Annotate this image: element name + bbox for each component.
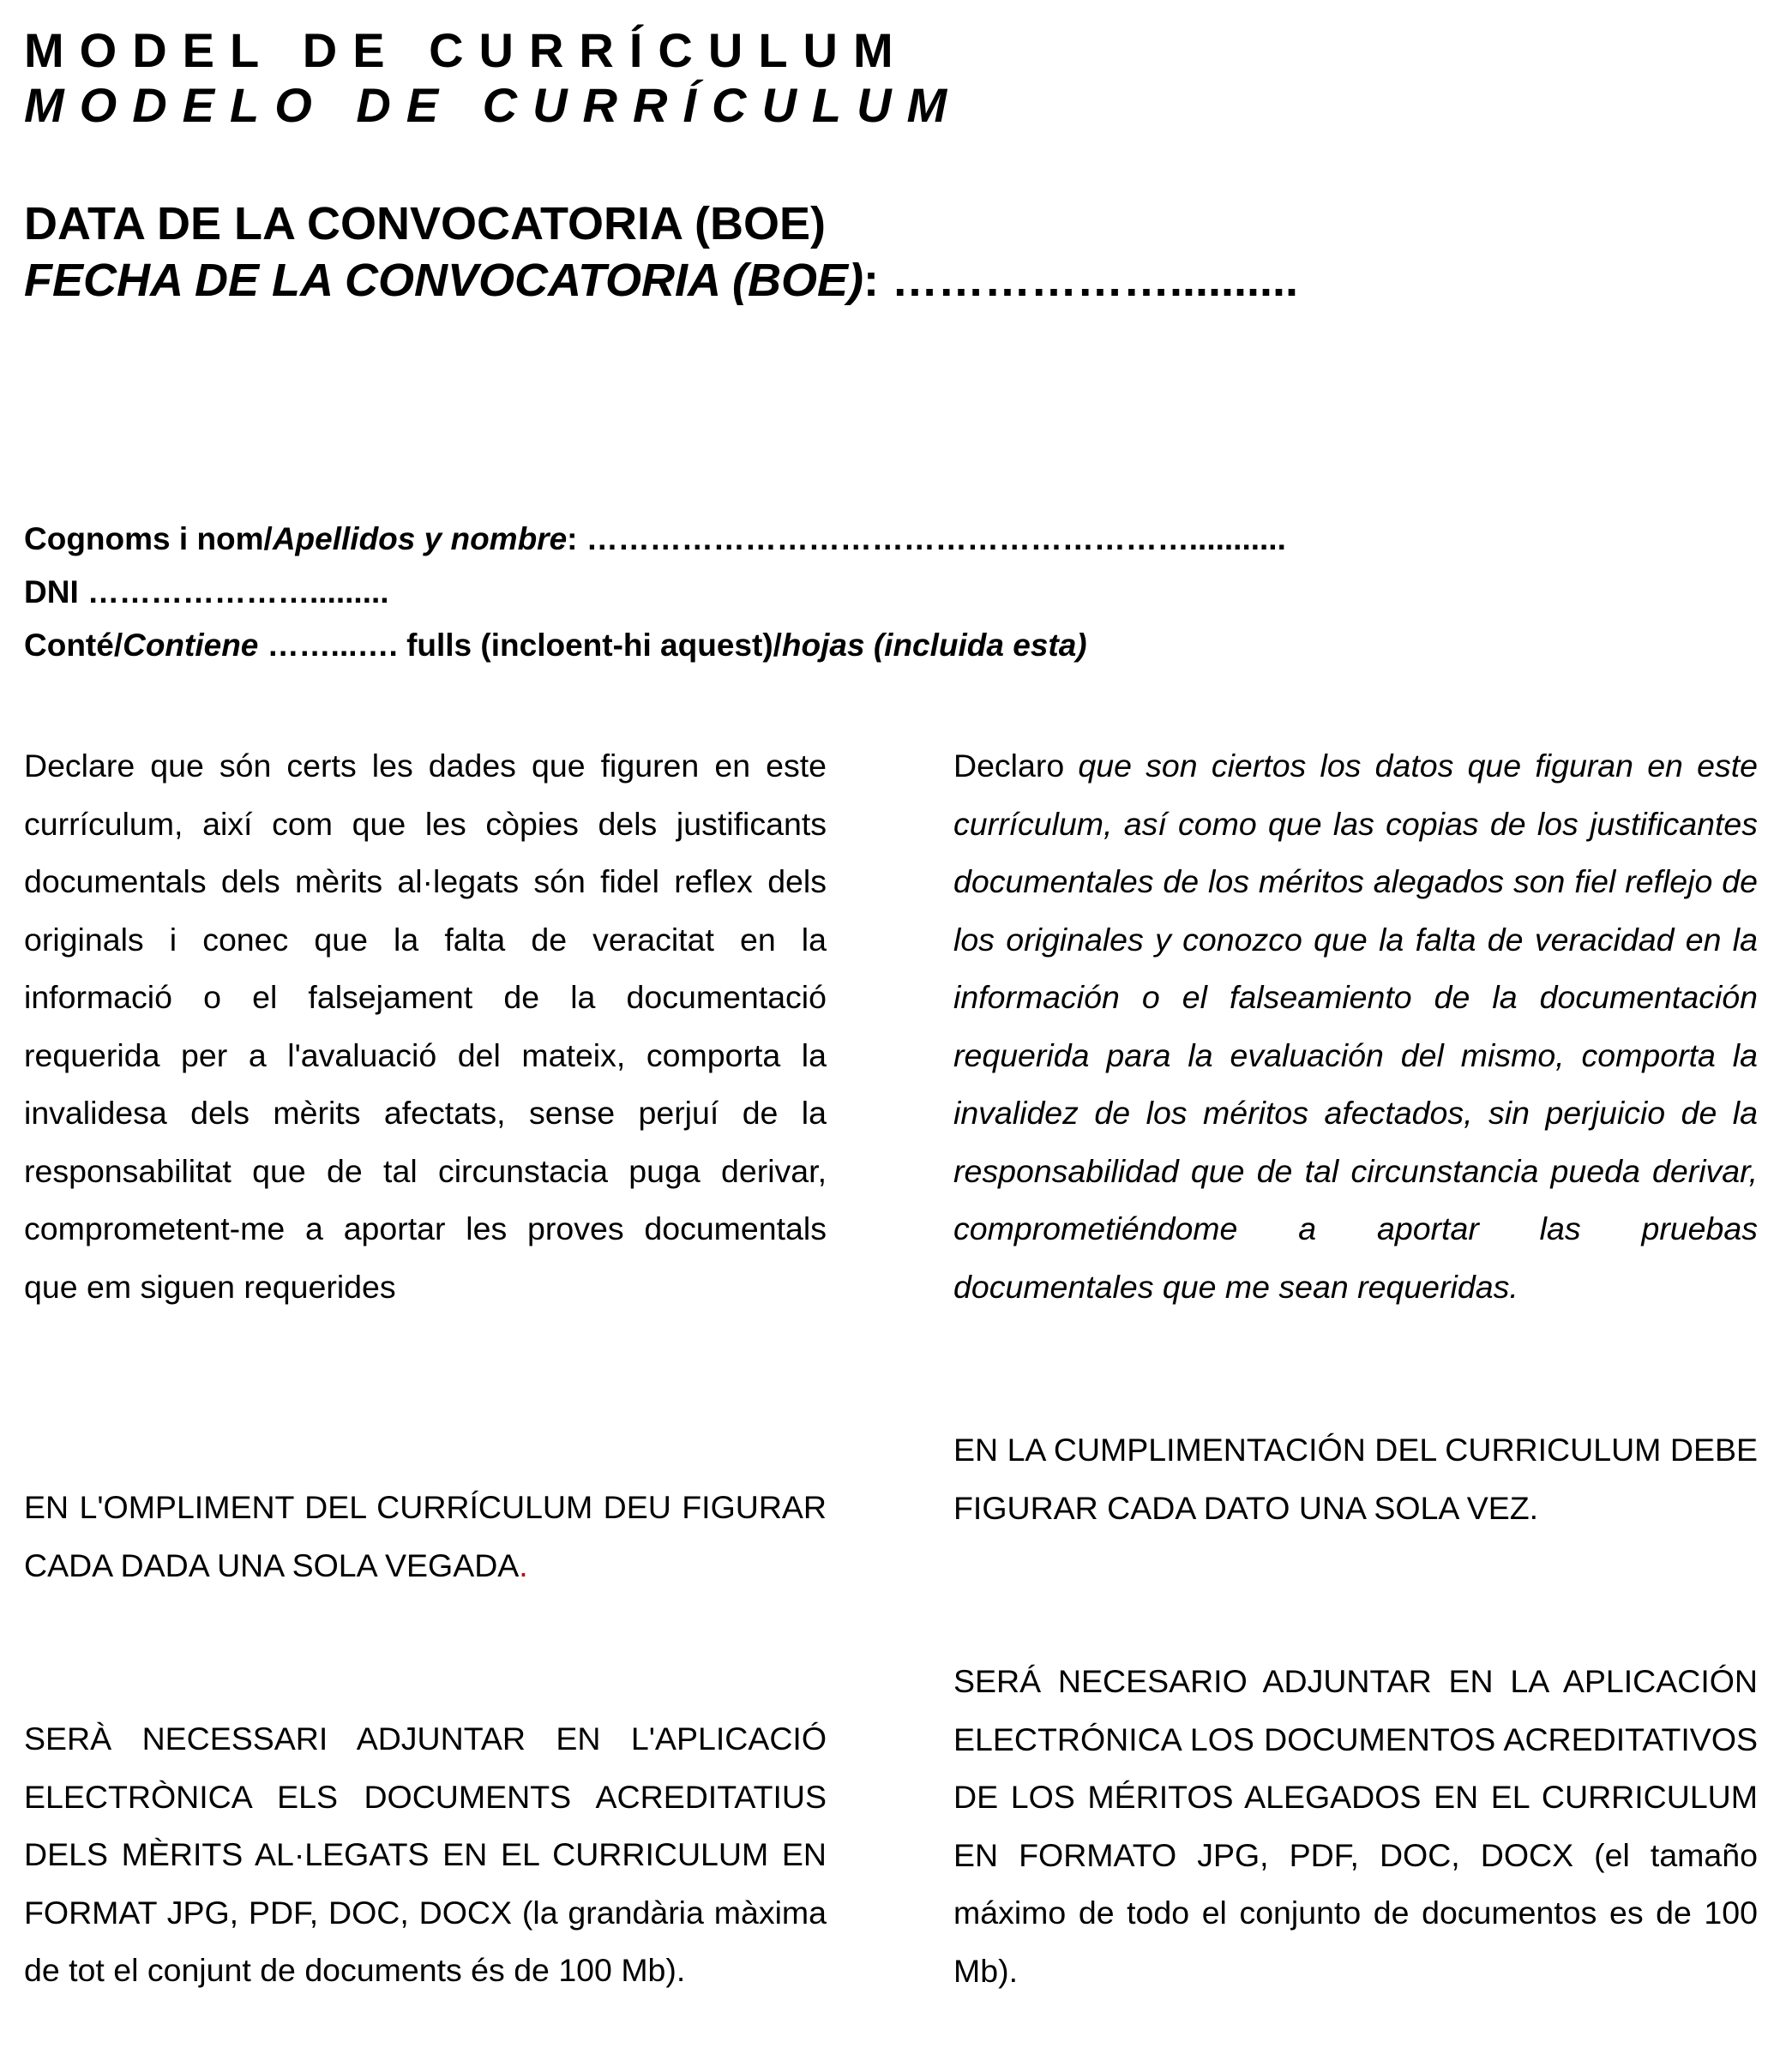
- declaration-spanish: [953, 737, 1758, 1316]
- once-notice-catalan-text: EN L'OMPLIMENT DEL CURRÍCULUM DEU FIGURAR CADA DADA UNA SOLA VEGADA: [24, 1489, 827, 1583]
- once-notice-spanish: [953, 1421, 1758, 1537]
- dni-row: [24, 566, 389, 619]
- attach-notice-spanish: [953, 1653, 1758, 2000]
- sheets-row: [24, 619, 1087, 672]
- sheets-count-field[interactable]: ……...….: [258, 628, 407, 663]
- name-label-catalan: Cognoms i nom/: [24, 521, 273, 556]
- once-notice-catalan: [24, 1479, 827, 1595]
- title-catalan: MODEL DE CURRÍCULUM: [24, 23, 909, 77]
- sheets-label-catalan: Conté/: [24, 628, 123, 663]
- call-date-label-spanish: FECHA DE LA CONVOCATORIA (BOE): [24, 255, 863, 306]
- sheets-tail-spanish: hojas (incluida esta): [781, 628, 1087, 663]
- title-spanish: MODELO DE CURRÍCULUM: [24, 78, 963, 132]
- once-notice-spanish-text: EN LA CUMPLIMENTACIÓN DEL CURRICULUM DEBE FIGURAR CADA DATO UNA SOLA VEZ.: [953, 1432, 1758, 1526]
- once-notice-catalan-period: .: [519, 1546, 528, 1583]
- declaration-spanish-text: que son ciertos los datos que figuran en este currículum, así como que las copias de los justificantes documentales de los méritos alegados son fiel reflejo de los originales y conozco que la falta de veracidad en la información o el falseamiento de la documentación requerida para la evaluación del mismo, comporta la invalidez de los méritos afectados, sin perjuicio de la responsabilidad que de tal circunstancia pueda derivar, comprometiéndome a aportar las pruebas documentales que me sean requeridas.: [953, 748, 1758, 1305]
- call-date-heading-spanish: [24, 252, 1298, 309]
- name-label-spanish: Apellidos y nombre: [272, 521, 568, 556]
- declaration-catalan: [24, 737, 827, 1316]
- dni-label: DNI: [24, 574, 79, 610]
- attach-notice-catalan: [24, 1710, 827, 2000]
- name-field[interactable]: : …………………………………………………...........: [567, 521, 1286, 556]
- name-row: [24, 513, 1286, 566]
- declaration-catalan-text: Declare que són certs les dades que figuren en este currículum, així com que les còpies dels justificants documentals dels mèrits al·legats són fidel reflex dels originals i conec que la falta de veracitat en la informació o el falsejament de la documentació requerida per a l'avaluació del mateix, comporta la invalidesa dels mèrits afectats, sense perjuí de la responsabilitat que de tal circunstacia puga derivar, comprometent-me a aportar les proves documentals que em siguen requerides: [24, 748, 827, 1305]
- declaration-spanish-first-word: Declaro: [953, 748, 1065, 784]
- call-date-field[interactable]: ………………..........: [878, 255, 1299, 306]
- call-date-heading-catalan: DATA DE LA CONVOCATORIA (BOE): [24, 198, 826, 249]
- call-date-colon: :: [863, 255, 879, 306]
- sheets-label-spanish: Contiene: [123, 628, 259, 663]
- dni-field[interactable]: ………………….........: [78, 574, 389, 610]
- attach-notice-catalan-text: SERÀ NECESSARI ADJUNTAR EN L'APLICACIÓ ELECTRÒNICA ELS DOCUMENTS ACREDITATIUS DELS MÈRITS AL·LEGATS EN EL CURRICULUM EN FORMAT JPG, PDF, DOC, DOCX (la grandària màxima de tot el conjunt de documents és de 100 Mb).: [24, 1721, 827, 1988]
- attach-notice-spanish-text: SERÁ NECESARIO ADJUNTAR EN LA APLICACIÓN ELECTRÓNICA LOS DOCUMENTOS ACREDITATIVOS DE LOS MÉRITOS ALEGADOS EN EL CURRICULUM EN FORMATO JPG, PDF, DOC, DOCX (el tamaño máximo de todo el conjunto de documentos es de 100 Mb).: [953, 1663, 1758, 1989]
- sheets-tail-catalan: fulls (incloent-hi aquest)/: [406, 628, 782, 663]
